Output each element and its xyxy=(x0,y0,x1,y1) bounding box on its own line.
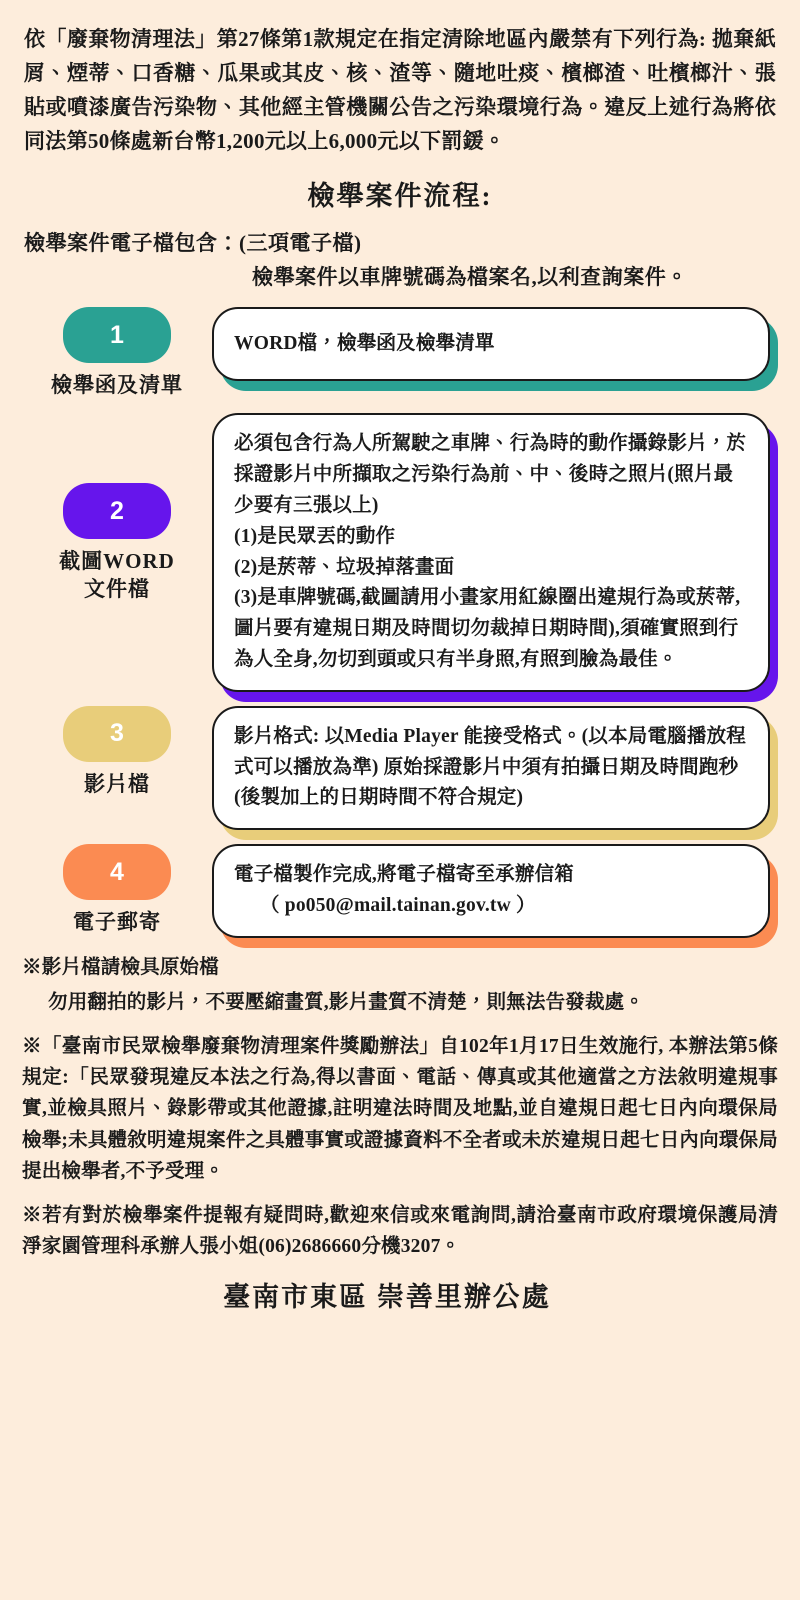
step-2-card xyxy=(212,413,770,691)
step-1-left xyxy=(22,307,212,399)
note-1-line-1: ※影片檔請檢具原始檔 xyxy=(22,956,220,978)
step-2-left xyxy=(22,413,212,603)
step-3-body: 影片格式: 以Media Player 能接受格式。(以本局電腦播放程式可以播放為準) 原始採證影片中須有拍攝日期及時間跑秒(後製加上的日期時間不符合規定) xyxy=(234,725,746,809)
section-title: 檢舉案件流程: xyxy=(307,181,493,212)
note-3-line-1: ※若有對於檢舉案件提報有疑問時,歡迎來信或來電詢問,請洽臺南市政府環境保護局清淨家園管理科承辦人張小姐(06)2686660分機3207。 xyxy=(22,1205,778,1258)
note-1-line-2: 勿用翻拍的影片，不要壓縮畫質,影片畫質不清楚，則無法告發裁處。 xyxy=(48,991,645,1013)
note-3 xyxy=(22,1200,778,1262)
step-3 xyxy=(22,706,778,830)
subtitle-line-2: 檢舉案件以車牌號碼為檔案名,以利查詢案件。 xyxy=(252,265,688,290)
step-1-badge: 1 xyxy=(63,307,171,363)
note-1 xyxy=(22,952,778,1018)
step-2-body-line-4: (3)是車牌號碼,截圖請用小畫家用紅線圈出違規行為或菸蒂,圖片要有違規日期及時間切勿裁掉日期時間),須確實照到行為人全身,勿切到頭或只有半身照,有照到臉為最佳。 xyxy=(234,587,741,670)
step-2-card-wrap xyxy=(212,413,770,691)
step-3-left xyxy=(22,706,212,798)
step-2 xyxy=(22,413,778,691)
step-4-card-wrap xyxy=(212,844,770,938)
step-2-label xyxy=(59,548,175,603)
step-2-label-line2: 文件檔 xyxy=(83,576,150,601)
note-2 xyxy=(22,1031,778,1187)
step-3-label: 影片檔 xyxy=(84,771,150,796)
contact-email: （ po050@mail.tainan.gov.tw ） xyxy=(260,894,536,916)
note-2-line-1: ※「臺南市民眾檢舉廢棄物清理案件獎勵辦法」自102年1月17日生效施行, 本辦法第5條規定:「民眾發現違反本法之行為,得以書面、電話、傳真或其他適當之方法敘明違規事實,並檢具照片、錄影帶或其他證據,註明違法時間及地點,並自違規日起七日內向環保局檢舉;未具體敘明違規案件之具體事實或證據資料不全者或未於違規日起七日內向環保局提出檢舉者,不予受理。 xyxy=(22,1036,778,1182)
step-3-card-wrap xyxy=(212,706,770,830)
step-1-label: 檢舉函及清單 xyxy=(51,373,183,398)
step-4 xyxy=(22,844,778,938)
step-2-badge: 2 xyxy=(63,483,171,539)
step-1 xyxy=(22,307,778,399)
intro-paragraph: 依「廢棄物清理法」第27條第1款規定在指定清除地區內嚴禁有下列行為: 拋棄紙屑、煙蒂、口香糖、瓜果或其皮、核、渣等、隨地吐痰、檳榔渣、吐檳榔汁、張貼或噴漆廣告污染物、其他經主管機關公告之污染環境行為。違反上述行為將依同法第50條處新台幣1,200元以上6,000元以下罰鍰。 xyxy=(24,27,776,154)
step-1-card-wrap xyxy=(212,307,770,381)
step-4-badge: 4 xyxy=(63,844,171,900)
step-1-card xyxy=(212,307,770,381)
step-2-body-line-2: (1)是民眾丟的動作 xyxy=(234,525,396,547)
step-4-card xyxy=(212,844,770,938)
step-4-left xyxy=(22,844,212,936)
subtitle-line-1: 檢舉案件電子檔包含：(三項電子檔) xyxy=(24,231,362,256)
step-2-body-line-1: 必須包含行為人所駕駛之車牌、行為時的動作攝錄影片，於採證影片中所擷取之污染行為前、中、後時之照片(照片最少要有三張以上) xyxy=(234,433,747,516)
notes-section xyxy=(22,952,778,1263)
step-1-body: WORD檔，檢舉函及檢舉清單 xyxy=(234,332,495,354)
step-2-body-line-3: (2)是菸蒂、垃圾掉落畫面 xyxy=(234,556,455,578)
step-2-label-line1: 截圖WORD xyxy=(59,549,175,574)
step-4-body-line-1: 電子檔製作完成,將電子檔寄至承辦信箱 xyxy=(234,864,574,886)
footer-organization: 臺南市東區 崇善里辦公處 xyxy=(223,1282,551,1313)
step-3-badge: 3 xyxy=(63,706,171,762)
step-3-card xyxy=(212,706,770,830)
step-4-label: 電子郵寄 xyxy=(73,910,161,935)
